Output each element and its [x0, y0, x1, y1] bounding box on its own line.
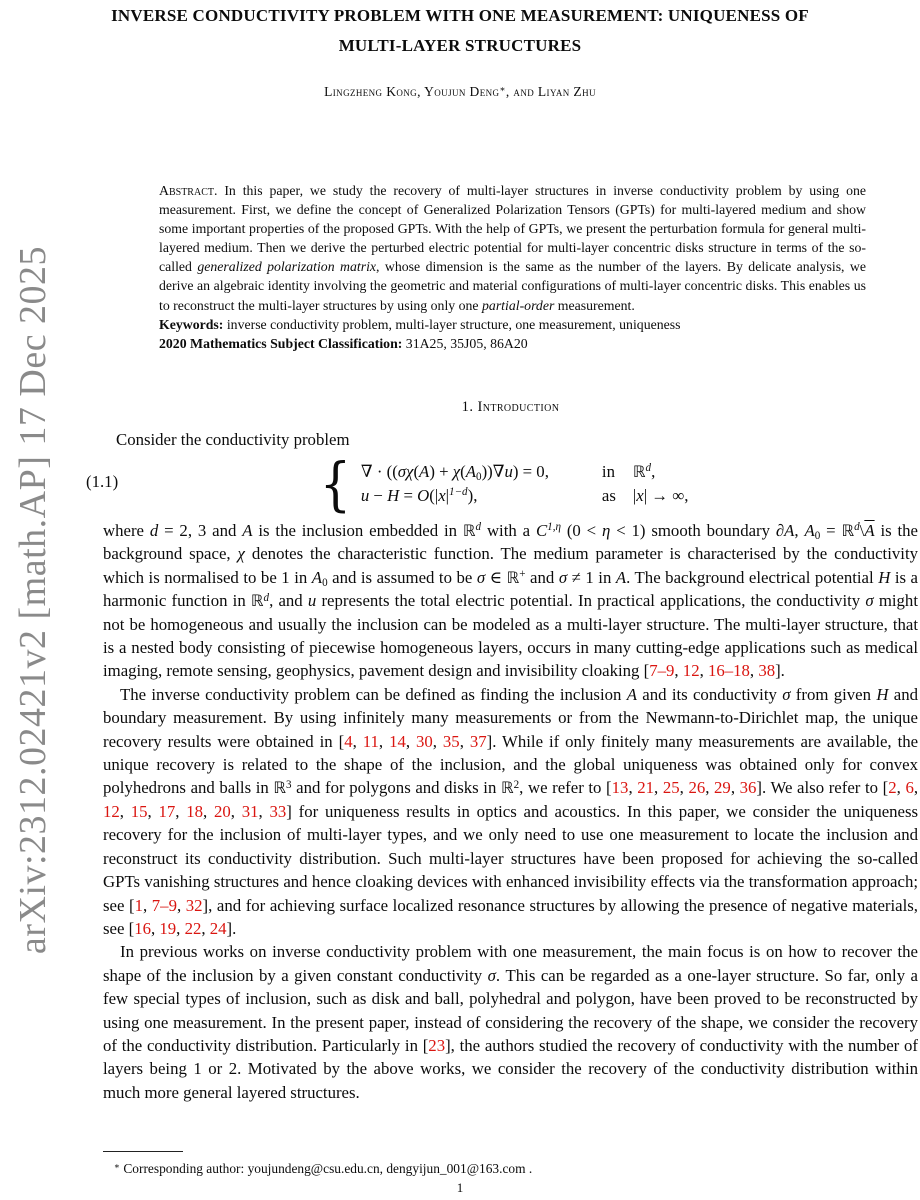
equation-label: (1.1)	[86, 472, 119, 491]
equation-row2-word: as	[601, 486, 616, 505]
equation-body	[317, 450, 918, 518]
equation-left-brace: {	[319, 450, 352, 518]
title-line-2: MULTI-LAYER STRUCTURES	[338, 36, 582, 55]
paragraph-1: where d = 2, 3 and A is the inclusion embedded in ℝ$^d$ with a $C^{1,\eta}$ (0 < η < 1) smooth boundary ∂A, $A0 = ℝ^d\backslash\overline{A}$ is the background space, χ denotes the characteristic function. The medium parameter is characterised by the conductivity which is normalised to be 1 in A0 and is assumed to be σ ∈ ℝ+ and σ ≠ 1 in A. The background electrical potential H is a harmonic function in ℝ$^d$, and u represents the total electric potential. In practical applications, the conductivity σ might not be homogeneous and usually the inclusion can be modeled as a multi-layer structure. The multi-layer structure, that is a nested body consisting of piecewise homogeneous layers, occurs in many cutting-edge applications such as medical imaging, remote sensing, geophysics, pavement design and invisibility cloaking [7–9, 12, 16–18, 38].	[103, 521, 919, 681]
equation-row2-expression: $u - H = O(|x|^{1-d})$,	[360, 486, 478, 505]
arxiv-watermark: arXiv:2312.02421v2 [math.AP] 17 Dec 2025	[12, 245, 54, 955]
paper-title	[50, 1, 870, 61]
equation-row2-condition: |x| → ∞,	[632, 486, 689, 505]
abstract-block	[159, 181, 866, 353]
page-number: 1	[456, 1180, 464, 1195]
equation-rows	[361, 460, 689, 509]
abstract-keywords: Keywords: inverse conductivity problem, multi-layer structure, one measurement, uniqueness	[159, 316, 681, 332]
footnote-corresponding-author: ∗ Corresponding author: youjundeng@csu.edu.cn, dengyijun_001@163.com .	[114, 1160, 533, 1176]
equation-row1-expression: ∇ · ((σχ(A) + χ(A0))∇u) = 0,	[360, 461, 549, 483]
equation-1-1	[86, 450, 918, 518]
abstract-msc: 2020 Mathematics Subject Classification: 31A25, 35J05, 86A20	[159, 335, 528, 351]
footnote-rule	[103, 1151, 183, 1152]
paragraph-3: In previous works on inverse conductivity problem with one measurement, the main focus is on how to recover the shape of the inclusion by a given constant conductivity σ. This can be regarded as a one-layer structure. So far, only a few special types of inclusion, such as disk and ball, polyhedral and polygon, have been proved to be reconstructed by using one measurement. In the present paper, instead of considering the recovery of the shape, we consider the recovery of the conductivity distribution. Particularly in [23], the authors studied the recovery of conductivity with the number of layers being 1 or 2. Motivated by the above works, we consider the recovery of the conductivity distribution within much more general layered structures.	[103, 942, 918, 1102]
intro-lead-sentence: Consider the conductivity problem	[116, 430, 350, 449]
authors-line: Lingzheng Kong, Youjun Deng∗, and Liyan Zhu	[324, 83, 596, 99]
paragraph-2: The inverse conductivity problem can be defined as finding the inclusion A and its conductivity σ from given H and boundary measurement. By using infinitely many measurements or from the Newmann-to-Dirichlet map, the unique recovery results were obtained in [4, 11, 14, 30, 35, 37]. While if only finitely many measurements are available, the unique recovery is related to the shape of the inclusion, and the global uniqueness was obtained only for convex polyhedrons and balls in ℝ$^3$ and for polygons and disks in ℝ$^2$, we refer to [13, 21, 25, 26, 29, 36]. We also refer to [2, 6, 12, 15, 17, 18, 20, 31, 33] for uniqueness results in optics and acoustics. In this paper, we consider the uniqueness recovery for the inclusion of multi-layer types, and we only need to use one measurement to locate the inclusion and reconstruct its conductivity distribution. Such multi-layer structures have been proposed for achieving the so-called GPTs vanishing structures and hence cloaking devices with enhanced invisibility effects via the transformation approach; see [1, 7–9, 32], and for achieving surface localized resonance structures by allowing the presence of negative materials, see [16, 19, 22, 24].	[103, 684, 919, 938]
equation-row1-word: in	[601, 461, 615, 481]
equation-row1-condition: ℝ$^d$,	[632, 461, 656, 481]
body-text	[103, 519, 918, 1104]
abstract-text: Abstract. In this paper, we study the recovery of multi-layer structures in inverse conductivity problem by using one measurement. First, we define the concept of Generalized Polarization Tensors (GPTs) for multi-layered medium and show some important properties of the proposed GPTs. With the help of GPTs, we present the perturbation formula for general multi-layered medium. Then we derive the perturbed electric potential for multi-layer concentric disks structure in terms of the so-called generalized polarization matrix, whose dimension is the same as the number of the layers. By delicate analysis, we derive an algebraic identity involving the geometric and material configurations of multi-layer concentric disks. This enables us to reconstruct the multi-layer structures by using only one partial-order measurement.	[159, 183, 867, 313]
section-heading-introduction: 1. Introduction	[461, 399, 560, 415]
title-line-1: INVERSE CONDUCTIVITY PROBLEM WITH ONE MEASUREMENT: UNIQUENESS OF	[111, 6, 809, 25]
